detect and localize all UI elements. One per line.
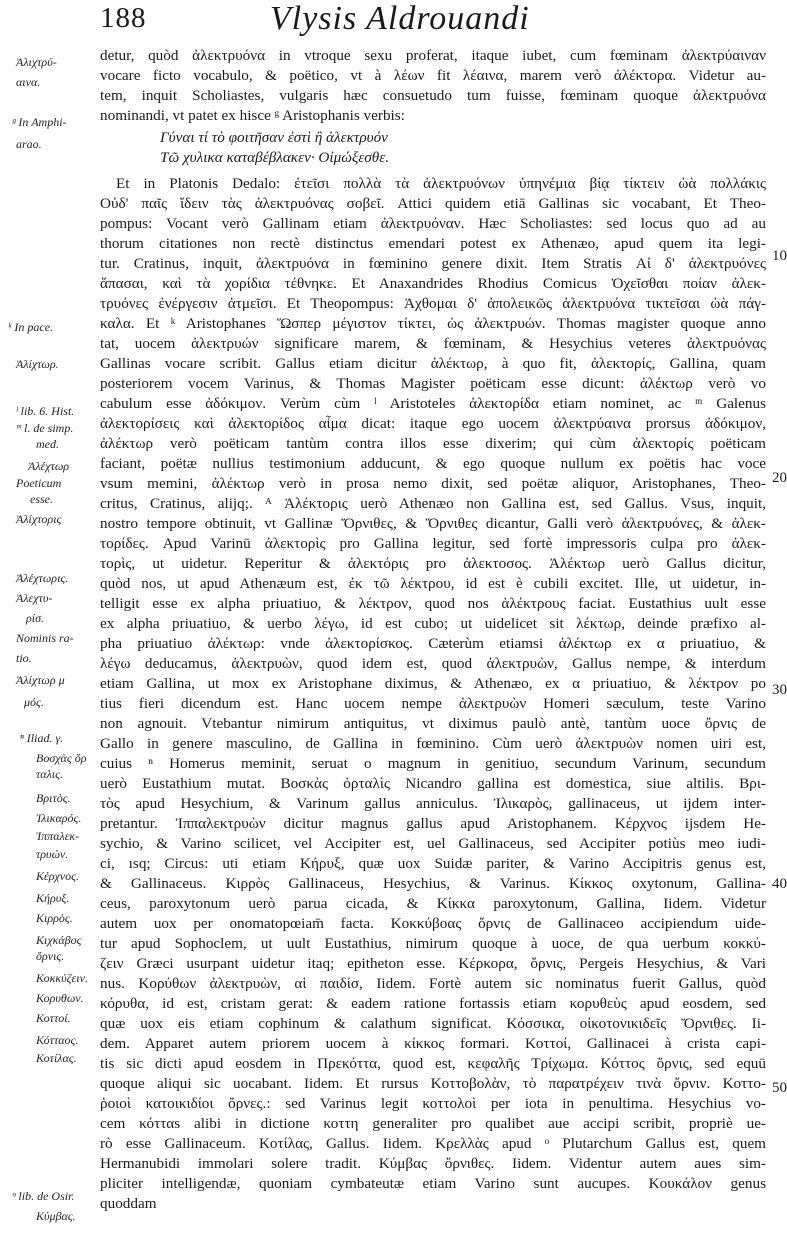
text-line: ex alpha priuatiuo, & uerbo λέγω, id est cubo; ut uidelicet sit λέκτωρ, deinde præfixo al-: [100, 615, 766, 632]
text-line: ἅπασαι, καὶ τὰ χορίδια τέθνηκε. Et Anaxandrides Rhodius Comicus Ὀχεῖσθαι ποίαν ἀλεκ-: [100, 275, 766, 292]
line-number: 50: [772, 1080, 787, 1096]
margin-note: Κιρρὸς.: [36, 911, 73, 925]
text-line: & Gallinaceus. Κιρρὸς Gallinaceus, Hesychius, & Varinus. Κίκκος oxytonum, Gallina-: [100, 875, 766, 892]
margin-note: ᵏ In pace.: [8, 320, 54, 334]
text-line: tis sic dicti apud eosdem in Πρεκόττα, quod est, κεφαλῆς Τρίχωμα. Κόττος ὄρνις, sed equū: [100, 1055, 766, 1072]
text-line: Et in Platonis Dedalo: ἐτεῖσι πολλὰ τὰ ἀλεκτρυόνων ὑπηνέμια βίᾳ τίκτειν ὠὰ πολλάκις: [116, 175, 766, 192]
catchword: [680, 1232, 787, 1252]
text-line: ἀλεκτορίσεις καὶ ἀλεκτορίδος αἷμα dicat: itaque ego uocem ἀλεκτρύαινα prorsus ἀδόκιμον,: [100, 415, 766, 432]
text-line: καλα. Et ᵏ Aristophanes Ὥσπερ μέγιστον τίκτει, ὡς ἀλεκτρυών. Thomas magister quoque anno: [100, 315, 766, 332]
text-line: quòd nos, ut apud Athenæum est, ἐκ τῶ λέκτρου, id est è cubili excitet. Ille, ut uidetur, in-: [100, 575, 766, 592]
text-line: Gallo in genere masculino, de Gallina in fœminino. Cùm uerò ἀλεκτρυὼν nomen uiri est,: [100, 735, 766, 752]
margin-note: Ἀλίχτωρ.: [16, 357, 59, 371]
text-line: non agnouit. Vtebantur nimirum antiquitus, vt diximus paulò antè, tantùm uoce ὄρνις de: [100, 715, 766, 732]
margin-note: ὄρνις.: [36, 949, 65, 963]
text-line: quoque aliqui sic uocabant. Iidem. Et rursus Κοττοβολὰν, τὸ παρατρέχειν τινὰ ὄρνιν. Κοττο-: [100, 1075, 766, 1092]
line-number: 20: [772, 470, 787, 486]
margin-note: Ἀλέχτωρις.: [16, 571, 69, 585]
margin-note: esse.: [30, 492, 53, 506]
margin-note: Κιχκάβος: [36, 933, 82, 947]
text-line: Τῶ χυλικα καταβέβλακεν· Οἰμώξεσθε.: [160, 149, 390, 166]
text-line: ceus, paroxytonum uerò parua cicada, & Κίκκα paroxytonum, Gallina, Iidem. Videtur: [100, 895, 766, 912]
margin-note: Βοσχὰς ὄρ: [36, 751, 87, 765]
text-line: dem. Apparet autem priorem uocem à κίκκος formari. Κοττοί, Gallinacei à crista capi-: [100, 1035, 766, 1052]
running-title: Vlysis Aldrouandi: [270, 0, 530, 37]
text-line: ζειν Græci usurpant uidetur itaq; epitheton esse. Κέρκορα, ὄρνις, Pergeis Hesychius, & Vari: [100, 955, 766, 972]
margin-note: Ἀλίχτορις: [16, 512, 62, 526]
margin-note: μός.: [24, 695, 44, 709]
text-line: pretantur. Ἱππαλεκτρυὼν dicitur magnus gallus apud Aristophanem. Κέρχνος ijsdem He-: [100, 815, 766, 832]
text-line: τρυόνες ἐνέργεσιν ἀτμεῖσι. Et Theopompus: Ἀχθομαι δ' ἀπολεικῶς ἀλεκτρυόνα τικτεῖσαι ὠὰ πάγ-: [100, 295, 766, 312]
margin-note: med.: [36, 437, 59, 451]
text-line: ἀλέκτωρ verò poëticam tantùm contra illos esse dixerim; qui cùm ἀλεκτορίς poëticam: [100, 435, 766, 452]
margin-note: Ἀλιχτρύ-: [16, 55, 57, 69]
text-line: vocare ficto vocabulo, & poëtico, vt à λέων fit λέαινα, marem verò ἀλέκτορα. Videtur au-: [100, 67, 766, 84]
text-line: pliciter intelligendæ, quoniam cymbateutæ etiam Varino sunt aucupes. Κουκάλον genus: [100, 1175, 766, 1192]
margin-note: Ἀλέχτωρ: [28, 459, 70, 473]
text-line: detur, quòd ἀλεκτρυόνα in vtroque sexu proferat, itaque iubet, cum fœminam ἀλεκτρύαιναν: [100, 47, 766, 64]
text-line: quæ uox eis etiam cophinum & calathum significat. Κόσσικα, οἰκοτονικιδεῖς Ὄρνιθες. Ii-: [100, 1015, 766, 1032]
text-line: uerò Eustathium mutat. Βοσκὰς ὀρταλὶς Nicandro gallina est domestica, siue altilis. Βρι-: [100, 775, 766, 792]
text-line: tius fieri dicendum est. Hanc uocem nempe ἀλεκτρυὼν Homeri sæculum, teste Varino: [100, 695, 766, 712]
text-line: thorum citationes non rectè distinctus emendari potest ex Athenæo, apud quem ita legi-: [100, 235, 766, 252]
text-line: sychio, & Varino scilicet, vel Accipiter est, uel Gallinaceus, sed Accipiter potiùs meo iudi-: [100, 835, 766, 852]
margin-note: Ἱππαλεκ-: [36, 829, 80, 843]
margin-note: Κήρυξ.: [36, 891, 70, 905]
margin-note: Κοτίλας.: [36, 1051, 77, 1065]
text-line: tur. Cratinus, inquit, ἀλεκτρυόνα in fœminino genere dixit. Item Stratis Αἰ δ' ἀλεκτρυόνες: [100, 255, 766, 272]
text-line: pha priuatiuo ἀλέκτωρ: vnde ἀλεκτορίσκος. Cæterùm etiamsi ἀλέκτωρ ex α priuatiuo, &: [100, 635, 766, 652]
text-line: telligit esse ex alpha priuatiuo, & λέκτρον, quod nos ἀλέκτρους faciat. Eustathius uult esse: [100, 595, 766, 612]
text-line: nominandi, vt patet ex hisce ᵍ Aristophanis verbis:: [100, 107, 405, 124]
line-number: 30: [772, 682, 787, 698]
text-line: Γύναι τί τὸ φοιτῆσαν ἐστὶ ἢ ἀλεκτρυόν: [160, 129, 388, 146]
margin-note: Ἀλίχτωρ μ: [16, 673, 65, 687]
margin-note: Κότταος.: [36, 1033, 79, 1047]
text-line: Οὐδ' παῖς ἴδειν τὰς ἀλεκτρυόνας σοβεῖ. Attici quidem etiā Gallinas sic vocabant, Et Theo-: [100, 195, 766, 212]
text-line: etiam Gallina, ut mox ex Aristophane diximus, & Athenæo, ex α priuatiuo, & λέκτρον po: [100, 675, 766, 692]
text-line: Hermanubidi immolari solere tradit. Κύμβας ὄρνιθες. Iidem. Videntur autem aues sim-: [100, 1155, 766, 1172]
margin-note: Κοττοί.: [36, 1011, 71, 1025]
text-line: κόρυθα, id est, cristam gerat: & eadem ratione fortassis etiam κορυθεὺς apud eosdem, sed: [100, 995, 766, 1012]
text-line: λέγω deducamus, ἀλεκτρυὼν, quod idem est, quod ἀλεκτρυὼν, Gallus nempe, & interdum: [100, 655, 766, 672]
margin-note: ταλις.: [36, 767, 63, 781]
page-header: [0, 0, 787, 40]
margin-note: Κοκκύζειν.: [36, 971, 88, 985]
text-line: tem, inquit Scholiastes, vulgaris hæc consuetudo tum fuisse, fœminam quoque ἀλεκτρυόνα: [100, 87, 766, 104]
text-line: quoddam: [100, 1195, 157, 1212]
text-line: τορὶς, ut uidetur. Reperitur & ἀλεκτόρις pro ἀλεκτοσος. Ἀλέκτωρ uerò Gallus dicitur,: [100, 555, 766, 572]
text-line: nostro tempore obtinuit, vt Gallinæ Ὄρνιθες, & Ὄρνιθες dicantur, Galli verò ἀλεκτρυόνες, & ἀλεκ-: [100, 515, 766, 532]
line-number: 10: [772, 248, 787, 264]
margin-note: ᵍ In Amphi-: [12, 115, 67, 129]
text-line: ῥοιοὶ κατοικιδίοι ὄρνες.: sed Varinus legit κοττολοὶ per iota in penultima. Hesychius vo-: [100, 1095, 766, 1112]
margin-note: τρυών.: [36, 847, 69, 861]
text-line: autem uox per onomatopœiam̄ facta. Κοκκύβοας ὄρνις de Gallinaceo accipiendum uide-: [100, 915, 766, 932]
line-number: 40: [772, 876, 787, 892]
margin-note: Κορυθων.: [36, 991, 84, 1005]
margin-note: Κύμβας.: [36, 1209, 76, 1223]
text-line: tur apud Sophoclem, ut uult Eustathius, nimirum quoque à uoce, de qua uerbum κοκκύ-: [100, 935, 766, 952]
text-line: τὸς apud Hesychium, & Varinum gallus anniculus. Ἰλικαρὸς, gallinaceus, ut ijdem inter-: [100, 795, 766, 812]
margin-note: αινα.: [16, 75, 41, 89]
text-line: Gallinas vocare scribit. Gallus etiam dicitur ἀλέκτωρ, à quo fit, ἀλεκτορίς, Gallina, quam: [100, 355, 766, 372]
text-line: cabulum esse ἀδόκιμον. Verùm cùm ˡ Aristoteles ἀλεκτορίδα etiam nominet, ac ᵐ Galenus: [100, 395, 766, 412]
text-line: vsum memini, ἀλέκτωρ verò in prosa nemo dixit, sed poëtæ aliquor, Aristophanes, Theo-: [100, 475, 766, 492]
margin-note: tio.: [16, 651, 32, 665]
text-line: rò esse Gallinaceum. Κοτίλας, Gallus. Iidem. Κρελλὰς apud ᵒ Plutarchum Gallus est, quem: [100, 1135, 766, 1152]
text-line: faciant, poëtæ nullius testimonium adducunt, & ego quoque nullum ex poëtis hac voce: [100, 455, 766, 472]
text-line: posteriorem vocem Varinus, & Thomas Magister poëticam esse dicunt: ἀλέκτωρ verò vo: [100, 375, 766, 392]
margin-note: ᵒ lib. de Osir.: [12, 1189, 75, 1203]
text-line: nus. Κορύθων ἀλεκτρυὼν, αἱ παιδίσ, Iidem. Fortè autem sic nominatus fuerit Gallus, quòd: [100, 975, 766, 992]
margin-note: arao.: [16, 137, 42, 151]
text-line: critus, Cratinus, alijq;. ᴬ Ἀλέκτορις uerò Athenæo non Gallina est, sed Gallus. Vsus, inquit,: [100, 495, 766, 512]
margin-note: Ἰλικαρός.: [36, 811, 82, 825]
margin-note: Κέρχνος.: [36, 869, 79, 883]
text-line: cem κότταs alibi in dictione κοττη generaliter pro qualibet aue accipi scribit, propriè ue-: [100, 1115, 766, 1132]
page-number: 188: [100, 2, 147, 34]
margin-notes: [0, 40, 100, 1251]
margin-note: Nominis ra-: [16, 631, 74, 645]
text-line: [100, 1214, 766, 1234]
margin-note: Poeticum: [16, 476, 62, 490]
text-line: ci, ısq; Circus: uti etiam Κήρυξ, quæ uox Suidæ pariter, & Varino Accipitris genus est,: [100, 855, 766, 872]
margin-note: ᵐ l. de simp.: [16, 421, 74, 435]
text-line: cuius ⁿ Homerus meminit, seruat o magnum in genitiuo, secundum Varinum, secundum: [100, 755, 766, 772]
text-line: pompus: Vocant verò Gallinam etiam ἀλεκτρυόναν. Hæc Scholiastes: sed locus quo ad au: [100, 215, 766, 232]
main-text-column: [100, 44, 770, 1244]
margin-note: ⁿ Iliad. γ.: [20, 731, 64, 745]
text-line: tat, uocem ἀλεκτρυών significare marem, & fœminam, & Hesychius veteres ἀλεκτρυόνας: [100, 335, 766, 352]
margin-note: ˡ lib. 6. Hist.: [16, 404, 75, 418]
text-line: τορίδες. Apud Varinū ἀλεκτορὶς pro Gallina legitur, sed fortè impressoris culpa pro ἀλεκ-: [100, 535, 766, 552]
margin-note: Ἀλεχτυ-: [16, 591, 53, 605]
margin-note: ρίσ.: [26, 611, 45, 625]
margin-note: Βριτὸς.: [36, 791, 71, 805]
